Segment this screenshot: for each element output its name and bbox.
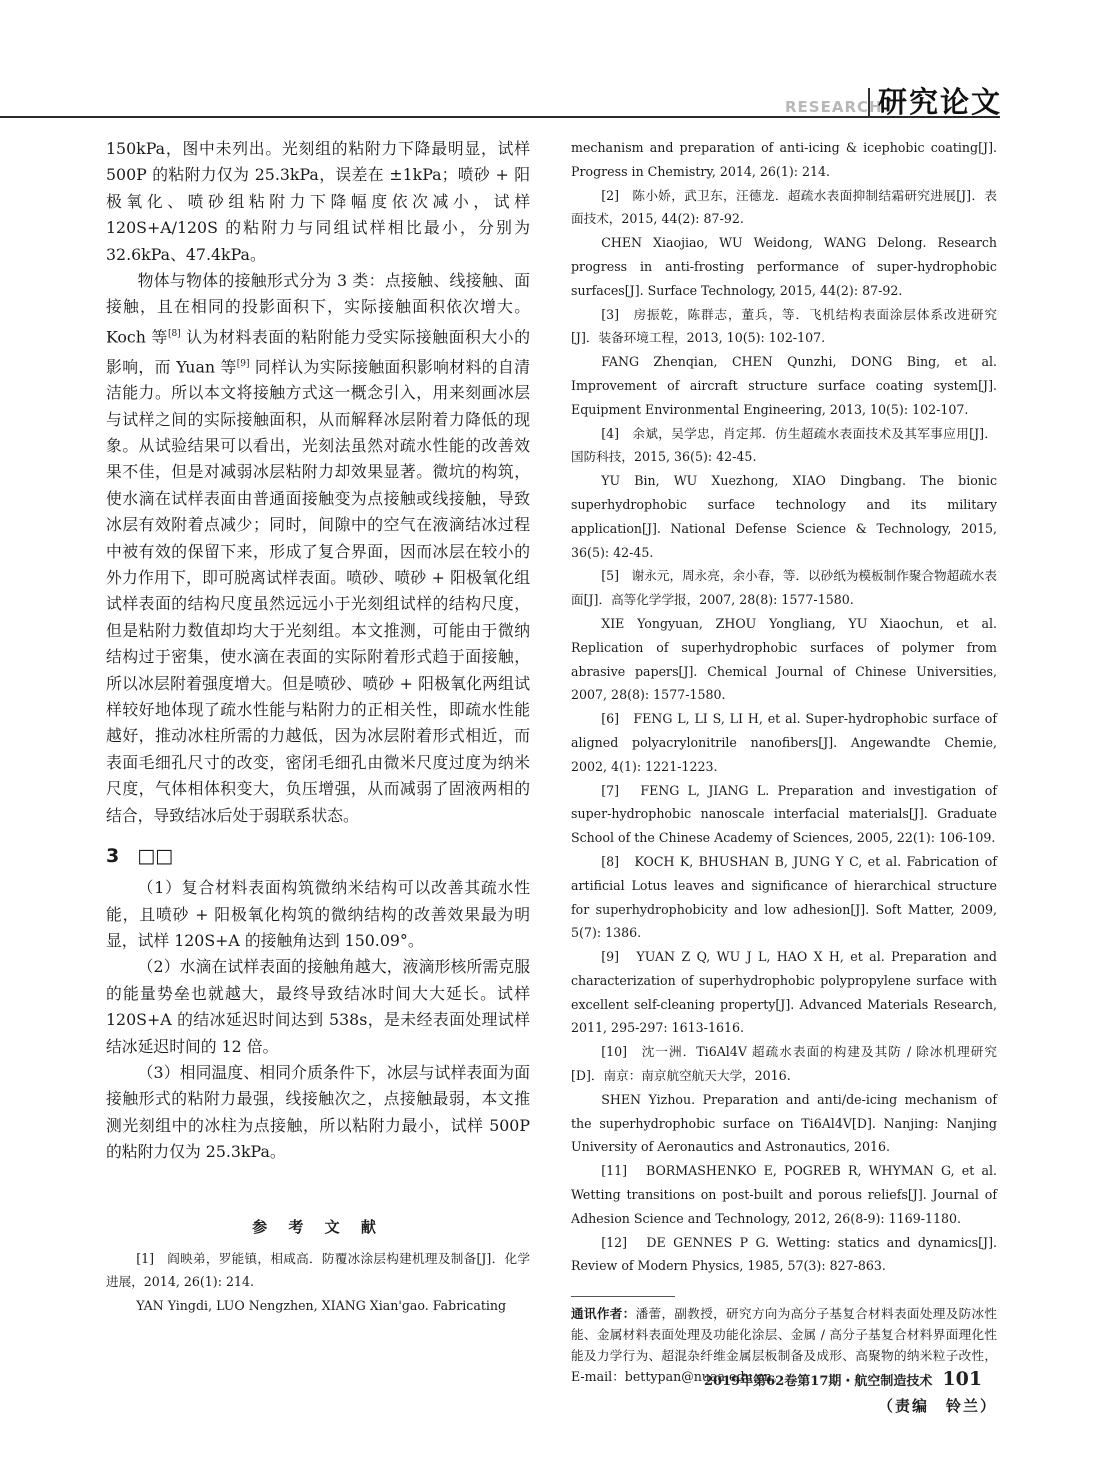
reference-1-en-cont: mechanism and preparation of anti-icing & icephobic coating[J]. Progress in Chemistry, 2014, 26(1): 214. — [571, 140, 997, 179]
text: 认为材料表面的粘附能力受实际接触面积大小的影响，而 Yuan 等 — [106, 327, 530, 376]
reference-1-en: YAN Yingdi, LUO Nengzhen, XIANG Xian'gao. Fabricating — [136, 1298, 507, 1314]
reference-2-cn: [2] 陈小娇，武卫东，汪德龙．超疏水表面抑制结霜研究进展[J]．表面技术，2015, 44(2): 87-92. — [571, 187, 997, 227]
page-number: 101 — [942, 1368, 983, 1390]
header-section-cn: 研究论文 — [878, 85, 1003, 119]
text: 物体与物体的接触形式分为 3 类：点接触、线接触、面接触，且在相同的投影面积下，实际接触面积依次增大。Koch 等 — [106, 271, 530, 347]
reference-6: [6] FENG L, LI S, LI H, et al. Super-hydrophobic surface of aligned polyacrylonitrile nanofibers[J]. Angewandte Chemie, 2002, 4(1): 1221-1223. — [571, 711, 997, 774]
reference-4-cn: [4] 余斌，吴学忠，肖定邦．仿生超疏水表面技术及其军事应用[J]．国防科技，2015, 36(5): 42-45. — [571, 425, 997, 465]
citation-8: [8] — [167, 328, 181, 339]
reference-8: [8] KOCH K, BHUSHAN B, JUNG Y C, et al. Fabrication of artificial Lotus leaves and significance of hierarchical structure for superhydrophobicity and low adhesion[J]. Soft Matter, 2009, 5(7): 1386. — [571, 853, 997, 941]
reference-2-en: CHEN Xiaojiao, WU Weidong, WANG Delong. Research progress in anti-frosting performance of super-hydrophobic surfaces[J]. Surface Technology, 2015, 44(2): 87-92. — [571, 235, 997, 298]
references-heading: 参 考 文 献 — [252, 1217, 384, 1236]
paragraph-results: 150kPa，图中未列出。光刻组的粘附力下降最明显，试样500P 的粘附力仅为 25.3kPa，误差在 ±1kPa；喷砂 + 阳极氧化、喷砂组粘附力下降幅度依次减小，试样 120S+A/120S 的粘附力与同组试样相比最小，分别为 32.6kPa、47.4kPa。 — [106, 139, 530, 264]
citation-9: [9] — [236, 358, 250, 369]
reference-11: [11] BORMASHENKO E, POGREB R, WHYMAN G, et al. Wetting transitions on post-built and porous reliefs[J]. Journal of Adhesion Science and Technology, 2012, 26(8-9): 1169-1180. — [571, 1163, 997, 1226]
footnote-rule — [571, 1296, 675, 1297]
journal-issue: 2019年第62卷第17期・航空制造技术 — [704, 1374, 933, 1389]
editor-credit: （责编 铃兰） — [877, 1397, 997, 1416]
section-heading — [106, 843, 530, 869]
header-rule — [0, 116, 1000, 118]
paragraph-discussion — [106, 268, 530, 829]
section-title: □□ — [137, 845, 174, 868]
right-column — [571, 136, 997, 1416]
reference-4-en: YU Bin, WU Xuezhong, XIAO Dingbang. The bionic superhydrophobic surface technology and its military application[J]. National Defense Science & Technology, 2015, 36(5): 42-45. — [571, 473, 997, 560]
reference-10-cn: [10] 沈一洲．Ti6Al4V 超疏水表面的构建及其防 / 除冰机理研究 [D]．南京：南京航空航天大学，2016. — [571, 1044, 997, 1084]
reference-1-cn: [1] 阎映弟，罗能镇，相咸高．防覆冰涂层构建机理及制备[J]．化学进展，2014, 26(1): 214. — [106, 1250, 530, 1290]
reference-3-cn: [3] 房振乾，陈群志，董兵，等．飞机结构表面涂层体系改进研究[J]．装备环境工程，2013, 10(5): 102-107. — [571, 306, 997, 346]
left-column — [106, 136, 530, 1318]
conclusion-2: （2）水滴在试样表面的接触角越大，液滴形核所需克服的能量势垒也就越大，最终导致结冰时间大大延长。试样 120S+A 的结冰延迟时间达到 538s，是未经表面处理试样结冰延迟时间的 12 倍。 — [106, 957, 530, 1056]
header-section-en: RESEARCH — [785, 98, 883, 116]
footnote-text: 潘蕾，副教授，研究方向为高分子基复合材料表面处理及防冰性能、金属材料表面处理及功能化涂层、金属 / 高分子基复合材料界面理化性能及力学行为、超混杂纤维金属层板制备及成形、高聚物的纳米粒子改性，E-mail：bettypan@nuaa.edu.cn。 — [571, 1306, 998, 1385]
reference-5-cn: [5] 谢永元，周永亮，余小春，等．以砂纸为模板制作聚合物超疏水表面[J]．高等化学学报，2007, 28(8): 1577-1580. — [571, 568, 997, 608]
section-number: 3 — [106, 845, 120, 868]
reference-9: [9] YUAN Z Q, WU J L, HAO X H, et al. Preparation and characterization of superhydrophobic polypropylene surface with excellent self-cleaning property[J]. Advanced Materials Research, 2011, 295-297: 1613-1616. — [571, 949, 997, 1036]
reference-5-en: XIE Yongyuan, ZHOU Yongliang, YU Xiaochun, et al. Replication of superhydrophobic surfaces of polymer from abrasive papers[J]. Chemical Journal of Chinese Universities, 2007, 28(8): 1577-1580. — [571, 615, 997, 703]
reference-3-en: FANG Zhenqian, CHEN Qunzhi, DONG Bing, et al. Improvement of aircraft structure surface coating system[J]. Equipment Environmental Engineering, 2013, 10(5): 102-107. — [571, 354, 997, 417]
footnote-label: 通讯作者： — [571, 1306, 636, 1322]
reference-12: [12] DE GENNES P G. Wetting: statics and dynamics[J]. Review of Modern Physics, 1985, 57(3): 827-863. — [571, 1234, 997, 1274]
reference-7: [7] FENG L, JIANG L. Preparation and investigation of super-hydrophobic nanoscale interfacial materials[J]. Graduate School of the Chinese Academy of Sciences, 2005, 22(1): 106-109. — [571, 782, 997, 846]
text: 同样认为实际接触面积影响材料的自清洁能力。所以本文将接触方式这一概念引入，用来刻画冰层与试样之间的实际接触面积，从而解释冰层附着力降低的现象。从试验结果可以看出，光刻法虽然对疏水性能的改善效果不佳，但是对减弱冰层粘附力却效果显著。微坑的构筑，使水滴在试样表面由普通面接触变为点接触或线接触，导致冰层有效附着点减少；同时，间隙中的空气在液滴结冰过程中被有效的保留下来，形成了复合界面，因而冰层在较小的外力作用下，即可脱离试样表面。喷砂、喷砂 + 阳极氧化组试样表面的结构尺度虽然远远小于光刻组试样的结构尺度，但是粘附力数值却均大于光刻组。本文推测，可能由于微纳结构过于密集，使水滴在表面的实际附着形式趋于面接触，所以冰层附着强度增大。但是喷砂、喷砂 + 阳极氧化两组试样较好地体现了疏水性能与粘附力的正相关性，即疏水性能越好，推动冰柱所需的力越低，因为冰层附着形式相近，而表面毛细孔尺寸的改变，密闭毛细孔由微米尺度过度为纳米尺度，气体相体积变大，负压增强，从而减弱了固液两相的结合，导致结冰后处于弱联系状态。 — [106, 356, 530, 825]
page-footer — [704, 1368, 982, 1390]
conclusion-1: （1）复合材料表面构筑微纳米结构可以改善其疏水性能，且喷砂 + 阳极氧化构筑的微纳结构的改善效果最为明显，试样 120S+A 的接触角达到 150.09°。 — [106, 878, 530, 950]
conclusion-3: （3）相同温度、相同介质条件下，冰层与试样表面为面接触形式的粘附力最强，线接触次之，点接触最弱，本文推测光刻组中的冰柱为点接触，所以粘附力最小，试样 500P 的粘附力仅为 25.3kPa。 — [106, 1062, 530, 1162]
reference-10-en: SHEN Yizhou. Preparation and anti/de-icing mechanism of the superhydrophobic surface on Ti6Al4V[D]. Nanjing: Nanjing University of Aeronautics and Astronautics, 2016. — [571, 1091, 997, 1155]
